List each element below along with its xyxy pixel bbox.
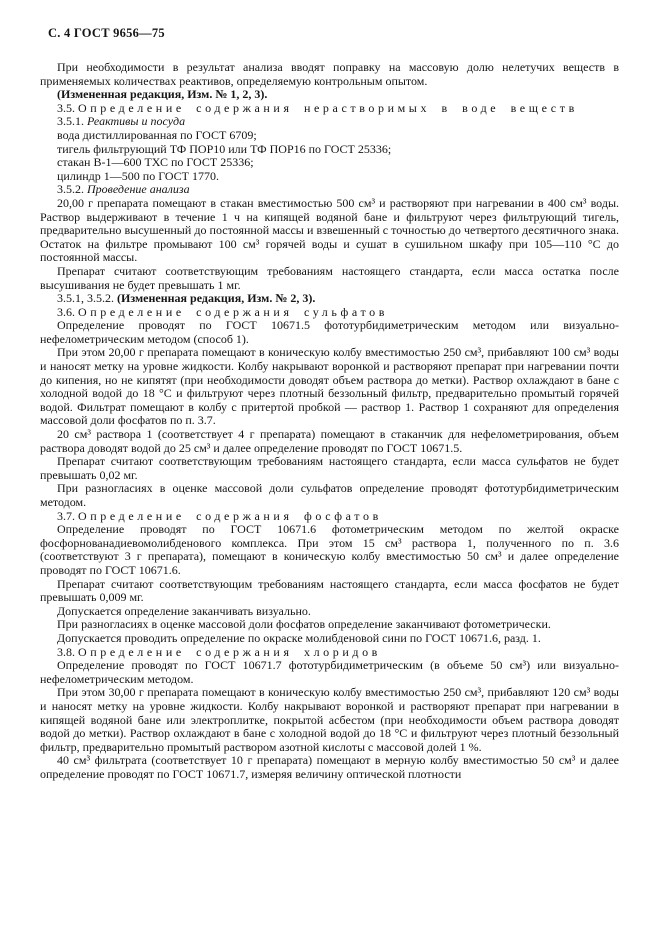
normal-text-run: Допускается определение заканчивать визуально. <box>57 603 311 618</box>
section-heading-run: Определение содержания нерастворимых в воде веществ <box>78 100 578 115</box>
paragraph <box>40 455 619 482</box>
paragraph <box>40 265 619 292</box>
paragraph <box>40 659 619 686</box>
reagent-item <box>40 143 619 157</box>
italic-text-run: Реактивы и посуда <box>87 114 186 129</box>
normal-text-run: При разногласиях в оценке массовой доли сульфатов определение проводят фототурбидиметрическим методом. <box>40 481 619 509</box>
normal-text-run: 3.5. <box>57 100 78 115</box>
bold-text-run: (Измененная редакция, Изм. № 2, 3). <box>117 291 316 306</box>
document-body <box>40 61 619 781</box>
page-header: С. 4 ГОСТ 9656—75 <box>48 26 165 40</box>
paragraph <box>40 605 619 619</box>
section-heading-run: Определение содержания фосфатов <box>78 508 382 523</box>
normal-text-run: вода дистиллированная по ГОСТ 6709; <box>57 127 257 142</box>
normal-text-run: 20 см³ раствора 1 (соответствует 4 г препарата) помещают в стаканчик для нефелометрирования, объем раствора доводят водой до 25 см³ и далее определение проводят по ГОСТ 10671.5. <box>40 427 619 455</box>
normal-text-run: стакан В-1—600 ТХС по ГОСТ 25336; <box>57 155 254 170</box>
normal-text-run: При этом 20,00 г препарата помещают в коническую колбу вместимостью 250 см³, прибавляют 100 см³ воды и наносят метку на уровне жидкости. Колбу накрывают воронкой и растворяют препарат при нагревании почти до кипения, но не кипятят (при необходимости доводят объем раствора до метки). Раствор охлаждают в бане с холодной водой до 18 °С и фильтруют через плотный беззольный фильтр, предварительно промытый горячей водой. Фильтрат помещают в колбу с притертой пробкой — раствор 1. Раствор 1 сохраняют для определения массовой доли фосфатов по п. 3.7. <box>40 345 619 428</box>
paragraph <box>40 197 619 265</box>
paragraph <box>40 61 619 88</box>
section-heading <box>40 102 619 116</box>
paragraph <box>40 618 619 632</box>
paragraph <box>40 319 619 346</box>
subsection-title <box>40 115 619 129</box>
paragraph <box>40 632 619 646</box>
normal-text-run: 3.7. <box>57 508 78 523</box>
normal-text-run: Препарат считают соответствующим требованиям настоящего стандарта, если масса фосфатов не будет превышать 0,009 мг. <box>40 576 619 605</box>
normal-text-run: Препарат считают соответствующим требованиям настоящего стандарта, если масса сульфатов не будет превышать 0,02 мг. <box>40 454 619 482</box>
reagent-item <box>40 170 619 184</box>
section-heading-run: Определение содержания хлоридов <box>78 644 381 659</box>
normal-text-run: Определение проводят по ГОСТ 10671.5 фототурбидиметрическим методом или визуально-нефелометрическим методом (способ 1). <box>40 318 619 346</box>
italic-text-run: Проведение анализа <box>87 182 190 197</box>
paragraph <box>40 428 619 455</box>
paragraph <box>40 523 619 577</box>
subsection-title <box>40 183 619 197</box>
revision-note <box>40 88 619 102</box>
reagent-item <box>40 156 619 170</box>
bold-text-run: (Измененная редакция, Изм. № 1, 2, 3). <box>57 87 268 102</box>
normal-text-run: При этом 30,00 г препарата помещают в коническую колбу вместимостью 250 см³, прибавляют 120 см³ воды и наносят метку на уровне жидкости. Колбу накрывают воронкой и растворяют препарат при нагревании в кипящей водяной бане или электроплитке, покрытой асбестом (при необходимости объем раствора доводят водой до метки). Раствор охлаждают в бане с холодной водой до 18 °С и фильтруют через плотный беззольный фильтр, предварительно промытый раствором азотной кислоты с массовой долей 1 %. <box>40 685 619 754</box>
normal-text-run: Препарат считают соответствующим требованиям настоящего стандарта, если масса остатка после высушивания не будет превышать 1 мг. <box>40 263 619 292</box>
normal-text-run: Определение проводят по ГОСТ 10671.6 фотометрическим методом по желтой окраске фосфорнованадиевомолибденового комплекса. При этом 15 см³ раствора 1, полученного по п. 3.6 (соответствуют 3 г препарата), помещают в коническую колбу вместимостью 50 см³ и далее определение проводят по ГОСТ 10671.6. <box>40 522 619 577</box>
normal-text-run: цилиндр 1—500 по ГОСТ 1770. <box>57 168 219 183</box>
normal-text-run: Определение проводят по ГОСТ 10671.7 фототурбидиметрическим (в объеме 50 см³) или визуально-нефелометрическим методом. <box>40 658 619 686</box>
section-heading <box>40 646 619 660</box>
normal-text-run: тигель фильтрующий ТФ ПОР10 или ТФ ПОР16 по ГОСТ 25336; <box>57 141 392 156</box>
normal-text-run: 3.5.2. <box>57 182 87 197</box>
section-heading-run: Определение содержания сульфатов <box>78 304 389 319</box>
normal-text-run: 40 см³ фильтрата (соответствует 10 г препарата) помещают в мерную колбу вместимостью 50 см³ и далее определение проводят по ГОСТ 10671.7, измеряя величину оптической плотности <box>40 753 619 781</box>
reagent-item <box>40 129 619 143</box>
paragraph <box>40 346 619 428</box>
paragraph <box>40 754 619 781</box>
normal-text-run: 3.6. <box>57 304 78 319</box>
section-heading <box>40 510 619 524</box>
paragraph <box>40 578 619 605</box>
paragraph <box>40 482 619 509</box>
normal-text-run: 3.5.1, 3.5.2. <box>57 291 117 306</box>
normal-text-run: 20,00 г препарата помещают в стакан вместимостью 500 см³ и растворяют при нагревании в 400 см³ воды. Раствор выдерживают в течение 1 ч на кипящей водяной бане и фильтруют через фильтрующий тигель, предварительно высушенный до постоянной массы и взвешенный с точностью до четвертого десятичного знака. Остаток на фильтре промывают 100 см³ горячей воды и сушат в сушильном шкафу при 105—110 °С до постоянной массы. <box>40 195 619 265</box>
revision-note <box>40 292 619 306</box>
normal-text-run: При разногласиях в оценке массовой доли фосфатов определение заканчивают фотометрически. <box>57 617 551 632</box>
normal-text-run: 3.5.1. <box>57 114 87 129</box>
paragraph <box>40 686 619 754</box>
normal-text-run: 3.8. <box>57 644 78 659</box>
normal-text-run: Допускается проводить определение по окраске молибденовой сини по ГОСТ 10671.6, разд. 1. <box>57 630 541 645</box>
normal-text-run: При необходимости в результат анализа вводят поправку на массовую долю нелетучих веществ в применяемых количествах реактивов, определяемую контрольным опытом. <box>40 60 619 88</box>
section-heading <box>40 306 619 320</box>
